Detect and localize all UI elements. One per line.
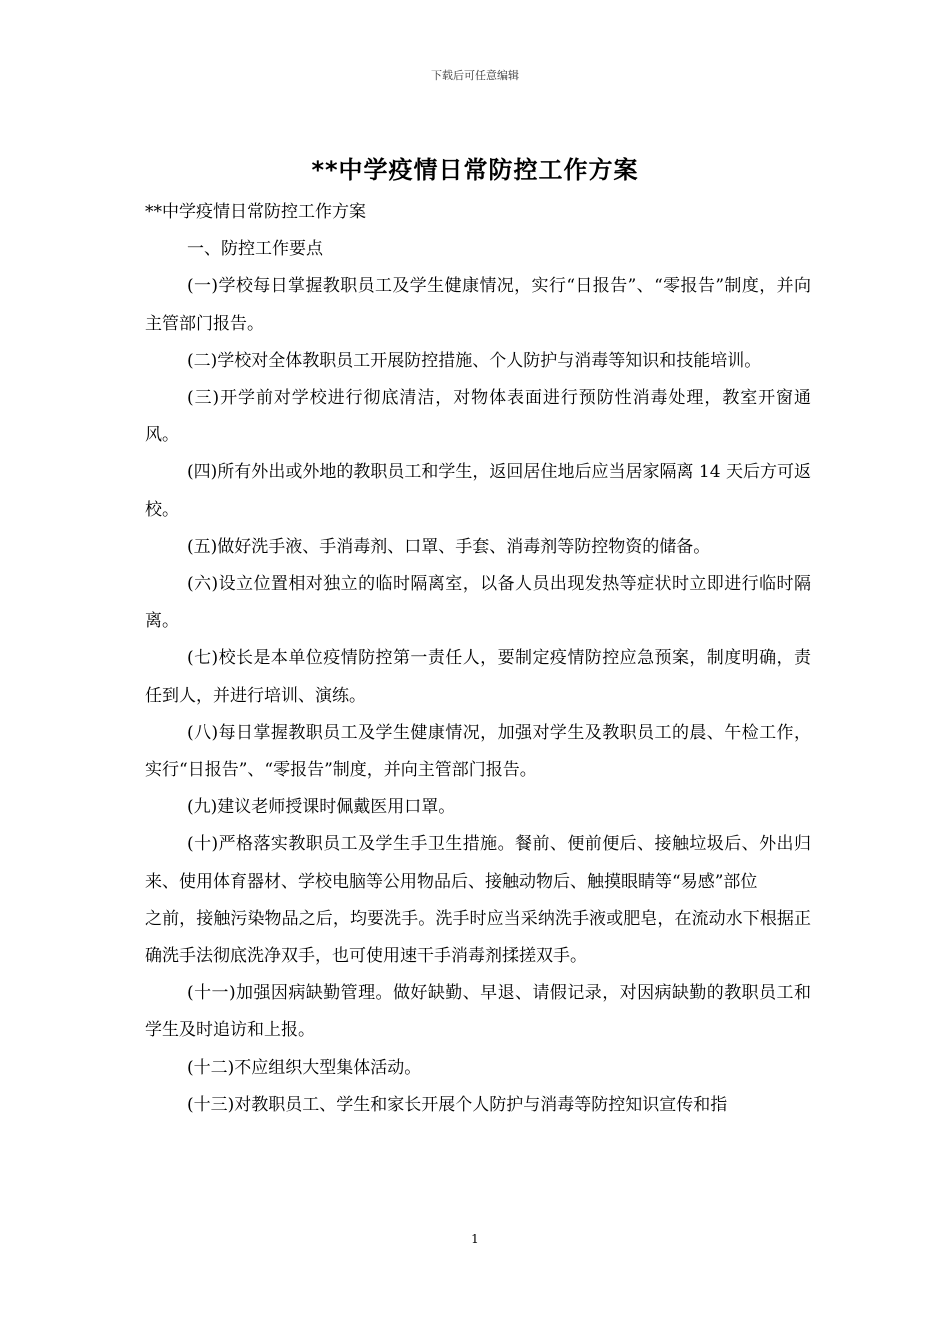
paragraph-item-6: (六)设立位置相对独立的临时隔离室，以备人员出现发热等症状时立即进行临时隔离。 [145, 574, 811, 632]
paragraph-item-10: (十)严格落实教职员工及学生手卫生措施。餐前、便前便后、接触垃圾后、外出归来、使用体育器材、学校电脑等公用物品后、接触动物后、触摸眼睛等“易感”部位 [145, 834, 811, 892]
paragraph-item-4: (四)所有外出或外地的教职员工和学生，返回居住地后应当居家隔离 14 天后方可返校。 [145, 462, 811, 520]
paragraph-item-10-continued: 之前，接触污染物品之后，均要洗手。洗手时应当采纳洗手液或肥皂，在流动水下根据正确洗手法彻底洗净双手，也可使用速干手消毒剂揉搓双手。 [145, 908, 811, 967]
paragraph-subtitle: **中学疫情日常防控工作方案 [145, 202, 366, 222]
paragraph-item-11: (十一)加强因病缺勤管理。做好缺勤、早退、请假记录，对因病缺勤的教职员工和学生及时追访和上报。 [145, 983, 811, 1041]
document-title: **中学疫情日常防控工作方案 [311, 156, 639, 184]
document-body [145, 194, 811, 1124]
paragraph-item-12: (十二)不应组织大型集体活动。 [187, 1057, 422, 1078]
paragraph-item-13: (十三)对教职员工、学生和家长开展个人防护与消毒等防控知识宣传和指 [187, 1094, 728, 1115]
paragraph-item-9: (九)建议老师授课时佩戴医用口罩。 [187, 797, 456, 818]
paragraph-item-8: (八)每日掌握教职员工及学生健康情况，加强对学生及教职员工的晨、午检工作，实行“日报告”、“零报告”制度，并向主管部门报告。 [145, 722, 811, 781]
paragraph-item-1: (一)学校每日掌握教职员工及学生健康情况，实行“日报告”、“零报告”制度，并向主管部门报告。 [145, 276, 811, 334]
paragraph-item-7: (七)校长是本单位疫情防控第一责任人，要制定疫情防控应急预案，制度明确，责任到人，并进行培训、演练。 [145, 648, 811, 706]
paragraph-item-2: (二)学校对全体教职员工开展防控措施、个人防护与消毒等知识和技能培训。 [187, 350, 762, 371]
header-note: 下载后可任意编辑 [431, 69, 519, 82]
paragraph-item-5: (五)做好洗手液、手消毒剂、口罩、手套、消毒剂等防控物资的储备。 [187, 536, 711, 557]
paragraph-section-heading: 一、防控工作要点 [187, 239, 323, 260]
page-number: 1 [471, 1232, 479, 1246]
paragraph-item-3: (三)开学前对学校进行彻底清洁，对物体表面进行预防性消毒处理，教室开窗通风。 [145, 388, 811, 446]
